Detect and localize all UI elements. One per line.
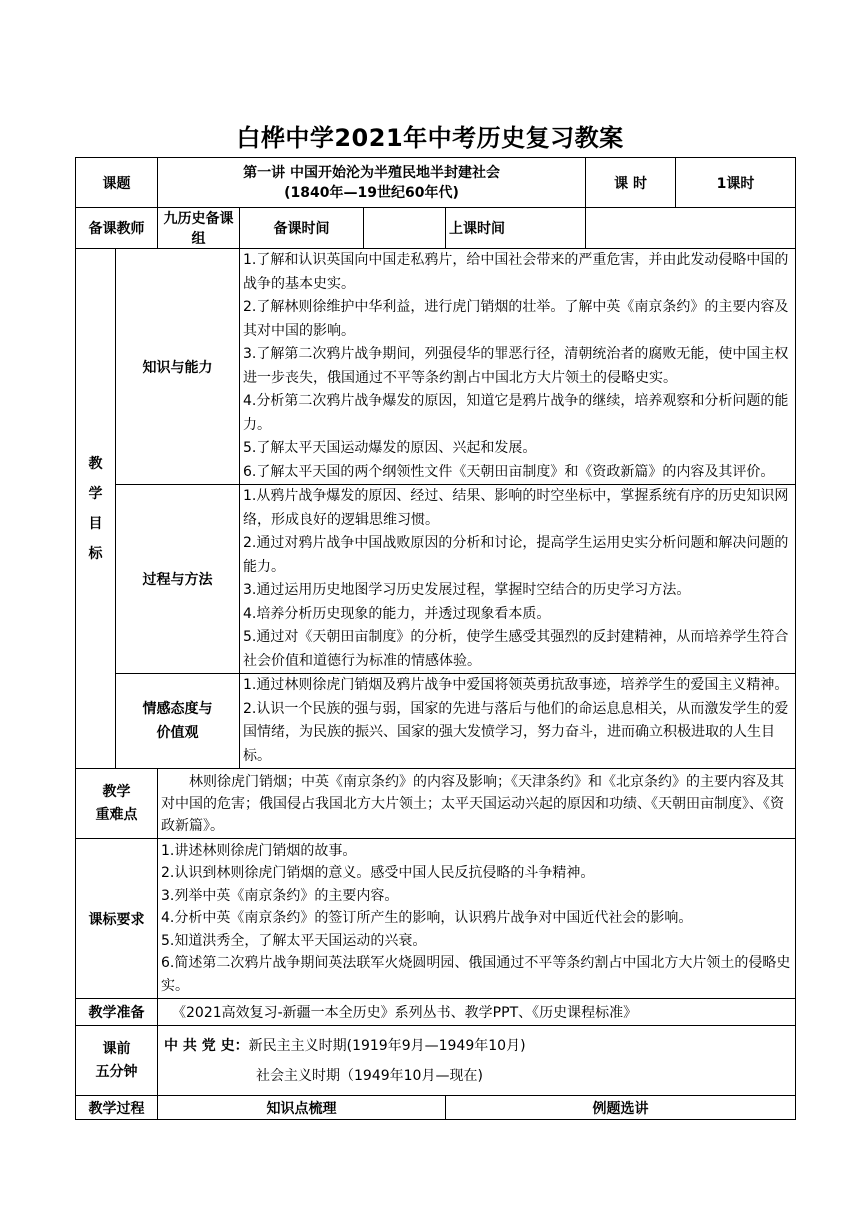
list-item: 4.培养分析历史现象的能力，并透过现象看本质。	[243, 605, 551, 622]
topic-line2: (1840年—19世纪60年代)	[284, 184, 459, 201]
objective-process-row	[76, 485, 796, 674]
topic-row	[76, 158, 796, 208]
list-item: 5.了解太平天国运动爆发的原因、兴起和发展。	[243, 440, 537, 456]
list-item: 5.知道洪秀全，了解太平天国运动的兴衰。	[161, 932, 427, 949]
teacher-value: 九历史备课组	[158, 208, 240, 249]
knowledge-items	[240, 249, 796, 485]
topic-label: 课题	[76, 158, 158, 208]
list-item: 6.简述第二次鸦片战争期间英法联军火烧圆明园、俄国通过不平等条约割占中国北方大片领土的侵略史实。	[161, 955, 791, 994]
preparation-row	[76, 999, 796, 1026]
process-label: 过程与方法	[116, 485, 240, 674]
knowledge-summary-header: 知识点梳理	[158, 1096, 446, 1120]
list-item: 2.了解林则徐维护中华利益，进行虎门销烟的壮举。了解中英《南京条约》的主要内容及其对中国的影响。	[243, 299, 789, 339]
key-points-label: 教学 重难点	[76, 769, 158, 839]
list-item: 4.分析中英《南京条约》的签订所产生的影响，认识鸦片战争对中国近代社会的影响。	[161, 910, 693, 927]
list-item: 1.通过林则徐虎门销烟及鸦片战争中爱国将领英勇抗敌事迹，培养学生的爱国主义精神。	[243, 677, 789, 693]
list-item: 6.了解太平天国的两个纲领性文件《天朝田亩制度》和《资政新篇》的内容及其评价。	[243, 463, 775, 480]
warmup-line2: 社会主义时期（1949年10月—现在)	[256, 1067, 483, 1084]
process-header-row	[76, 1096, 796, 1120]
standards-label: 课标要求	[76, 839, 158, 999]
class-time-value	[586, 208, 796, 249]
teacher-label: 备课教师	[76, 208, 158, 249]
period-label: 课 时	[586, 158, 676, 208]
list-item: 1.讲述林则徐虎门销烟的故事。	[161, 842, 357, 859]
period-value: 1课时	[676, 158, 796, 208]
list-item: 4.分析第二次鸦片战争爆发的原因，知道它是鸦片战争的继续，培养观察和分析问题的能力。	[243, 393, 789, 433]
objective-knowledge-row	[76, 249, 796, 485]
warmup-row	[76, 1026, 796, 1096]
list-item: 1.从鸦片战争爆发的原因、经过、结果、影响的时空坐标中，掌握系统有序的历史知识网络，形成良好的逻辑思维习惯。	[243, 488, 789, 528]
objectives-label: 教 学 目 标	[76, 249, 116, 769]
topic-value	[158, 158, 586, 208]
warmup-label: 课前 五分钟	[76, 1026, 158, 1096]
prep-row	[76, 208, 796, 249]
knowledge-label: 知识与能力	[116, 249, 240, 485]
prep-time-value	[364, 208, 446, 249]
warmup-line1: 新民主主义时期(1919年9月—1949年10月)	[248, 1037, 526, 1054]
key-points-row	[76, 769, 796, 839]
list-item: 2.认识到林则徐虎门销烟的意义。感受中国人民反抗侵略的斗争精神。	[161, 865, 595, 882]
list-item: 3.通过运用历史地图学习历史发展过程，掌握时空结合的历史学习方法。	[243, 582, 691, 598]
preparation-text: 《2021高效复习-新疆一本全历史》系列丛书、教学PPT、《历史课程标准》	[158, 999, 796, 1026]
examples-header: 例题选讲	[446, 1096, 796, 1120]
page-title: 白桦中学2021年中考历史复习教案	[236, 124, 624, 152]
key-points-text: 林则徐虎门销烟；中英《南京条约》的内容及影响；《天津条约》和《北京条约》的主要内容及其对中国的危害；俄国侵占我国北方大片领土；太平天国运动兴起的原因和功绩、《天朝田亩制度》、《资政新篇》。	[158, 769, 796, 839]
topic-line1: 第一讲 中国开始沦为半殖民地半封建社会	[243, 164, 500, 181]
process-row-label: 教学过程	[76, 1096, 158, 1120]
list-item: 2.认识一个民族的强与弱，国家的先进与落后与他们的命运息息相关，从而激发学生的爱国情绪，为民族的振兴、国家的强大发愤学习，努力奋斗，进而确立积极进取的人生目标。	[243, 700, 789, 764]
list-item: 5.通过对《天朝田亩制度》的分析，使学生感受其强烈的反封建精神，从而培养学生符合社会价值和道德行为标准的情感体验。	[243, 629, 789, 669]
prep-time-label: 备课时间	[240, 208, 364, 249]
list-item: 1.了解和认识英国向中国走私鸦片，给中国社会带来的严重危害，并由此发动侵略中国的战争的基本史实。	[243, 252, 789, 292]
emotion-label: 情感态度与 价值观	[116, 674, 240, 769]
lesson-plan-table	[75, 157, 796, 1120]
process-items	[240, 485, 796, 674]
standards-items	[158, 839, 796, 999]
list-item: 2.通过对鸦片战争中国战败原因的分析和讨论，提高学生运用史实分析问题和解决问题的能力。	[243, 535, 789, 575]
emotion-items	[240, 674, 796, 769]
party-history-label: 中 共 党 史：	[164, 1037, 249, 1054]
class-time-label: 上课时间	[446, 208, 586, 249]
list-item: 3.列举中英《南京条约》的主要内容。	[161, 887, 399, 904]
objective-emotion-row	[76, 674, 796, 769]
list-item: 3.了解第二次鸦片战争期间，列强侵华的罪恶行径，清朝统治者的腐败无能，使中国主权进一步丧失，俄国通过不平等条约割占中国北方大片领土的侵略史实。	[243, 346, 789, 386]
warmup-content	[158, 1026, 796, 1096]
preparation-label: 教学准备	[76, 999, 158, 1026]
standards-row	[76, 839, 796, 999]
